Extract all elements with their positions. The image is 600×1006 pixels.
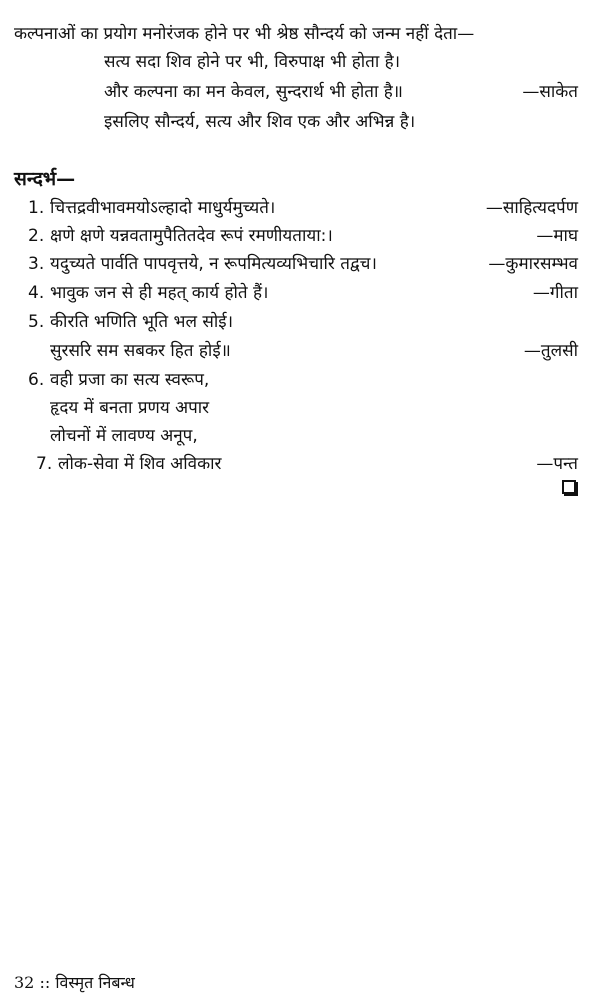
reference-item-2 [28, 224, 333, 248]
reference-text: क्षणे क्षणे यन्नवतामुपैतितदेव रूपं रमणीयताया:। [50, 226, 333, 246]
reference-source-4: —गीता [532, 283, 578, 303]
reference-text: वही प्रजा का सत्य स्वरूप, [50, 370, 210, 390]
reference-item-3 [28, 252, 377, 276]
reference-item-6 [28, 368, 209, 392]
reference-number: 7. [36, 454, 53, 474]
poem-line-2: सत्य सदा शिव होने पर भी, विरुपाक्ष भी होता है। [104, 52, 401, 72]
reference-number: 3. [28, 254, 45, 274]
reference-text: भावुक जन से ही महत् कार्य होते हैं। [50, 283, 269, 303]
reference-number: 5. [28, 312, 45, 332]
footer-separator: :: [39, 973, 51, 992]
reference-text: कीरति भणिति भूति भल सोई। [50, 312, 234, 332]
poem-line-1: कल्पनाओं का प्रयोग मनोरंजक होने पर भी श्रेष्ठ सौन्दर्य को जन्म नहीं देता— [14, 24, 475, 44]
page-footer [14, 972, 135, 994]
reference-source-7: —पन्त [536, 454, 578, 474]
page-number: 32 [14, 973, 35, 992]
reference-number: 4. [28, 283, 45, 303]
reference-source-3: —कुमारसम्भव [488, 254, 578, 274]
reference-source-2: —माघ [536, 226, 578, 246]
reference-source-5: —तुलसी [523, 341, 578, 361]
reference-item-5-cont: सुरसरि सम सबकर हित होई॥ [50, 341, 231, 361]
reference-item-7 [36, 452, 222, 476]
poem-line-3: और कल्पना का मन केवल, सुन्दरार्थ भी होता है॥ [104, 82, 403, 102]
reference-number: 2. [28, 226, 45, 246]
poem-source: —साकेत [522, 82, 578, 102]
references-heading: सन्दर्भ— [14, 168, 76, 190]
reference-source-1: —साहित्यदर्पण [485, 198, 578, 218]
reference-number: 1. [28, 198, 45, 218]
reference-item-6-line-2: हृदय में बनता प्रणय अपार [50, 398, 210, 418]
book-title: विस्मृत निबन्ध [55, 973, 135, 992]
reference-item-6-line-3: लोचनों में लावण्य अनूप, [50, 426, 198, 446]
reference-text: यदुच्यते पार्वति पापवृत्तये, न रूपमित्यव्यभिचारि तद्वच। [50, 254, 377, 274]
reference-item-5 [28, 310, 233, 334]
end-of-section-box-icon [562, 480, 576, 494]
reference-text: चित्तद्रवीभावमयोऽल्हादो माधुर्यमुच्यते। [50, 198, 276, 218]
poem-line-4: इसलिए सौन्दर्य, सत्य और शिव एक और अभिन्न है। [104, 112, 416, 132]
reference-number: 6. [28, 370, 45, 390]
reference-item-1 [28, 196, 275, 220]
reference-item-4 [28, 281, 268, 305]
reference-text: लोक-सेवा में शिव अविकार [58, 454, 222, 474]
